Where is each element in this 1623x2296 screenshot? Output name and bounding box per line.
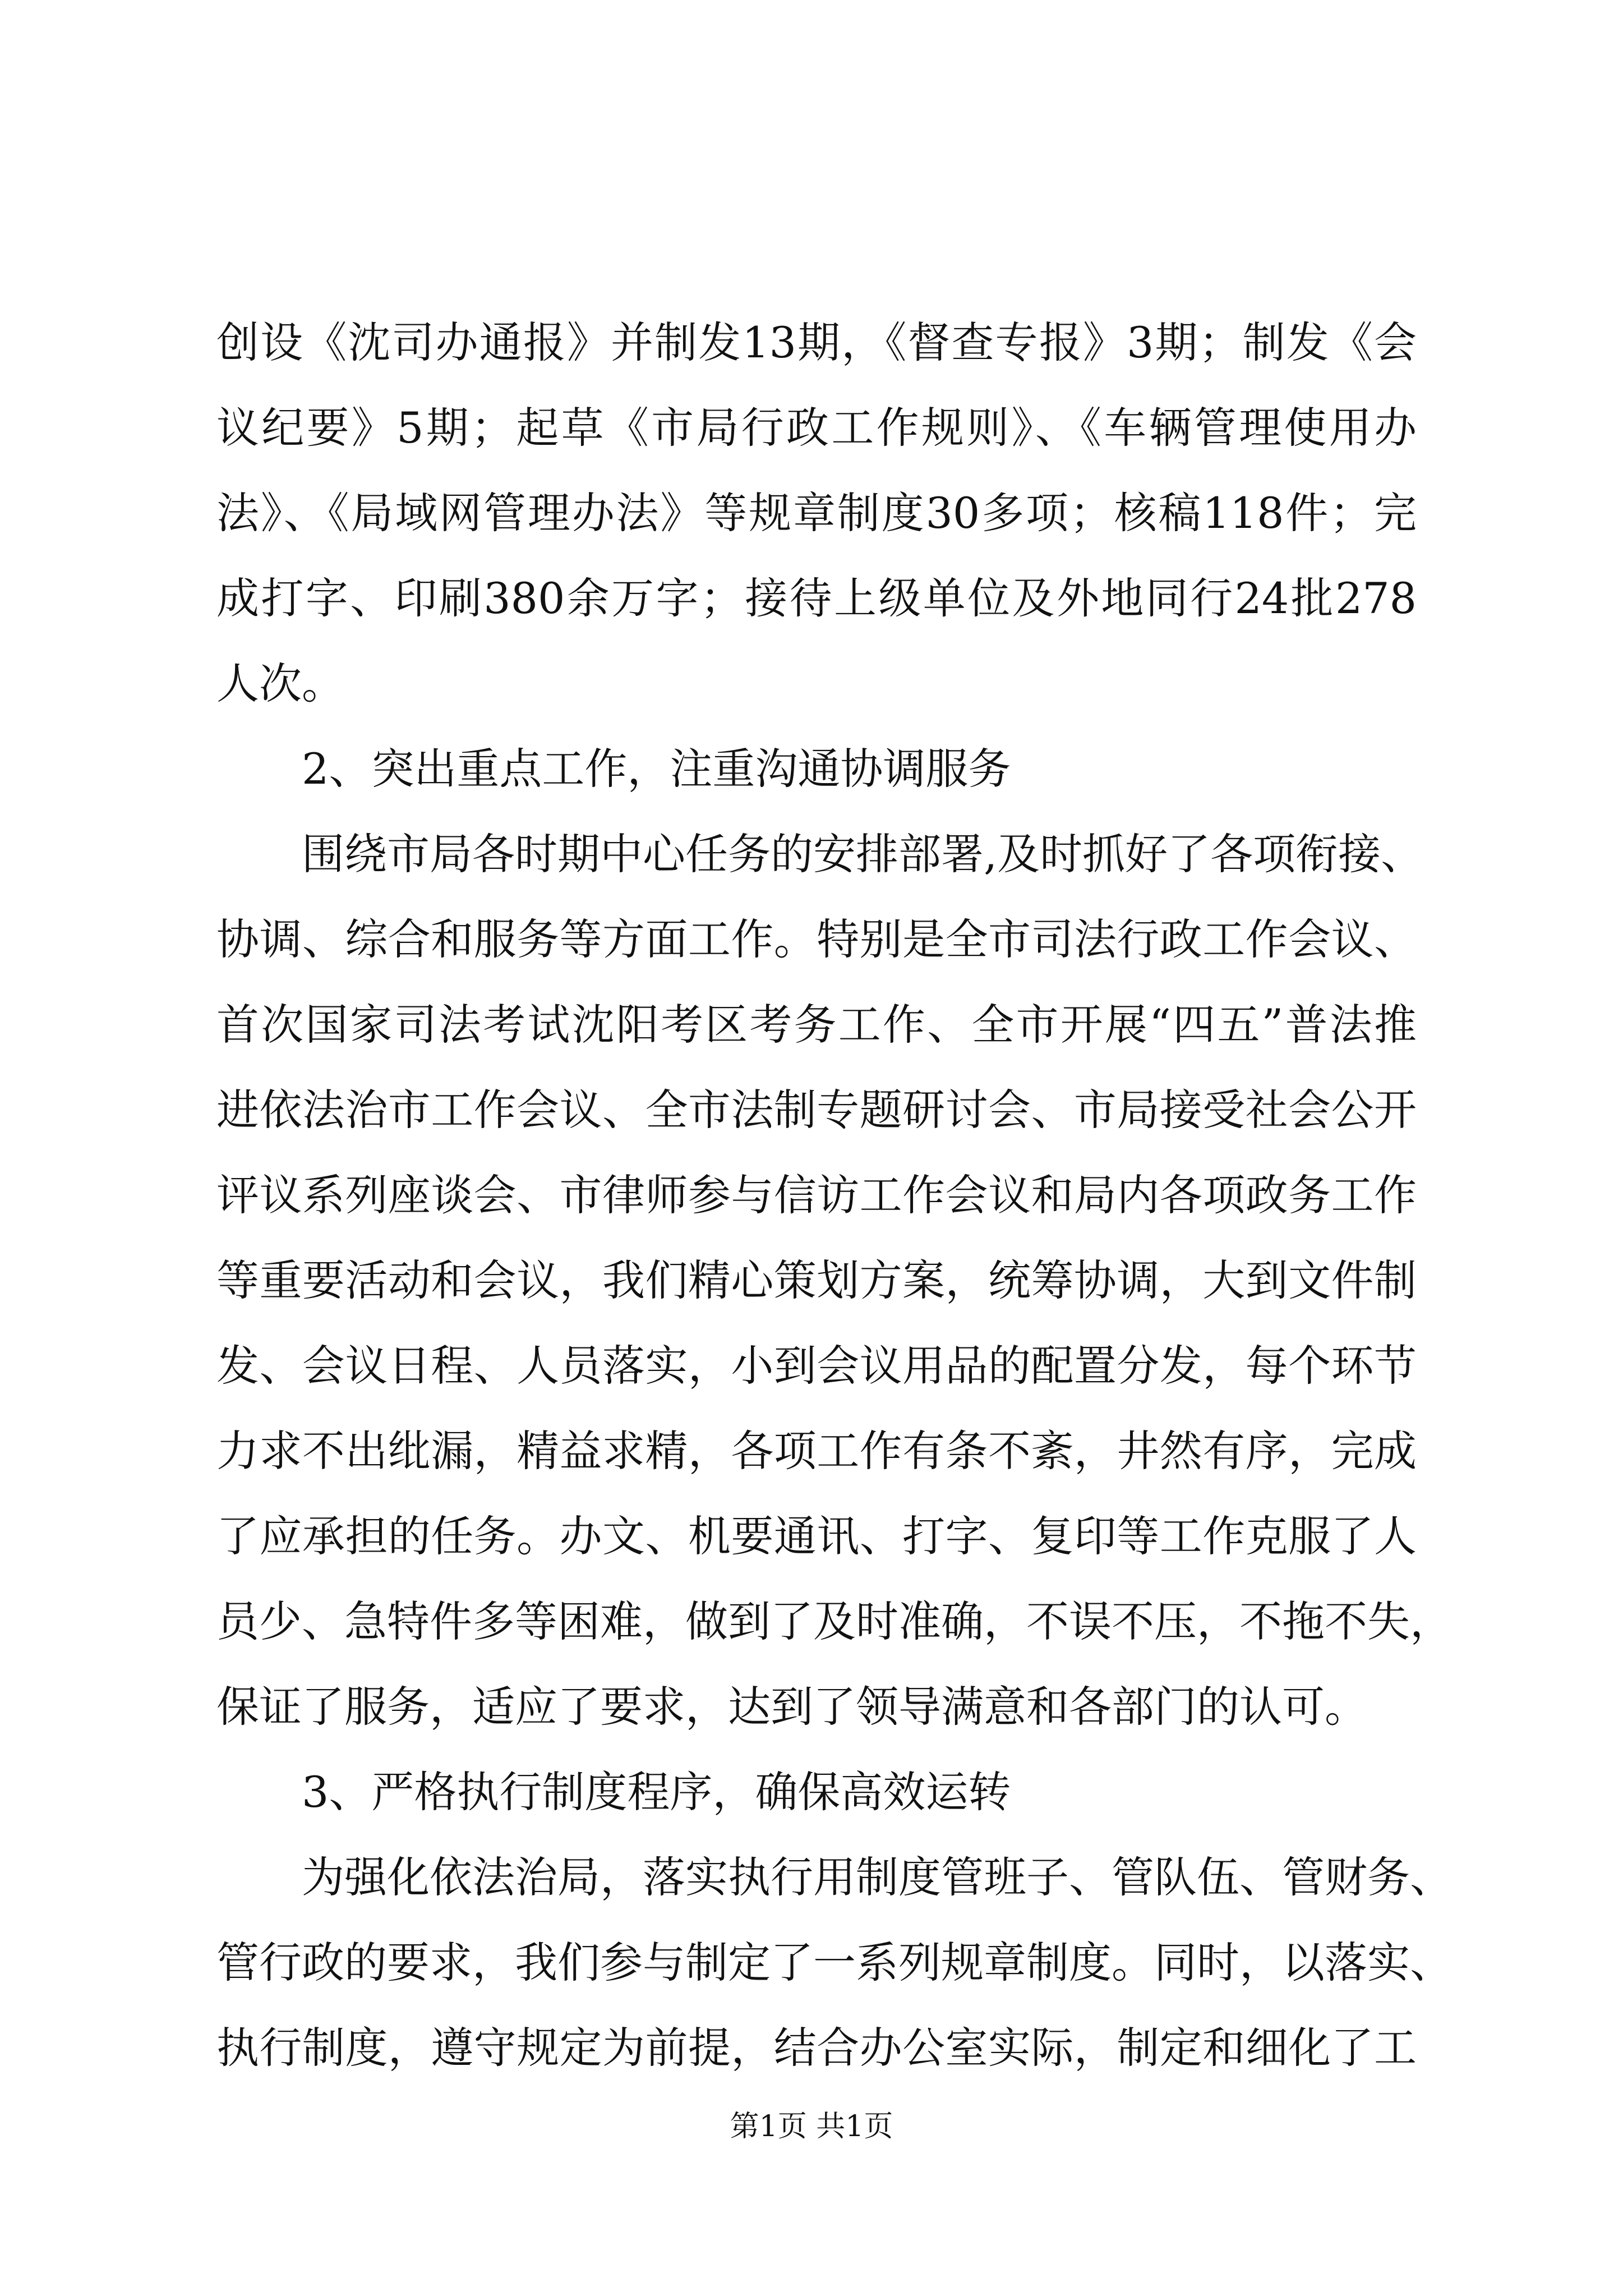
text-line-13: 发、会议日程、人员落实，小到会议用品的配置分发，每个环节 <box>216 1341 1417 1391</box>
text-line-16: 员少、急特件多等困难，做到了及时准确，不误不压，不拖不失， <box>216 1596 1453 1646</box>
body-text <box>216 300 1453 2091</box>
text-line-5: 人次。 <box>216 659 344 708</box>
text-line-15: 了应承担的任务。办文、机要通讯、打字、复印等工作克服了人 <box>216 1511 1417 1561</box>
text-line-9: 首次国家司法考试沈阳考区考务工作、全市开展“四五”普法推 <box>216 1000 1417 1050</box>
text-line-19: 为强化依法治局，落实执行用制度管班子、管队伍、管财务、 <box>302 1852 1453 1902</box>
text-line-17: 保证了服务，适应了要求，达到了领导满意和各部门的认可。 <box>216 1682 1367 1732</box>
text-line-2: 议纪要》5期；起草《市局行政工作规则》、《车辆管理使用办 <box>216 403 1417 453</box>
page-footer: 第1页 共1页 <box>730 2110 893 2143</box>
section-heading-3: 3、严格执行制度程序，确保高效运转 <box>302 1767 1011 1817</box>
text-line-11: 评议系列座谈会、市律师参与信访工作会议和局内各项政务工作 <box>216 1170 1417 1220</box>
text-line-12: 等重要活动和会议，我们精心策划方案，统筹协调，大到文件制 <box>216 1255 1417 1305</box>
text-line-1: 创设《沈司办通报》并制发13期，《督查专报》3期；制发《会 <box>216 318 1417 367</box>
text-line-7: 围绕市局各时期中心任务的安排部署,及时抓好了各项衔接、 <box>302 829 1424 879</box>
text-line-3: 法》、《局域网管理办法》等规章制度30多项；核稿118件；完 <box>216 488 1417 538</box>
text-line-8: 协调、综合和服务等方面工作。特别是全市司法行政工作会议、 <box>216 914 1417 964</box>
text-line-10: 进依法治市工作会议、全市法制专题研讨会、市局接受社会公开 <box>216 1085 1417 1135</box>
section-heading-2: 2、突出重点工作，注重沟通协调服务 <box>302 744 1011 794</box>
text-line-21: 执行制度，遵守规定为前提，结合办公室实际，制定和细化了工 <box>216 2023 1417 2073</box>
text-line-4: 成打字、印刷380余万字；接待上级单位及外地同行24批278 <box>216 573 1417 623</box>
text-line-20: 管行政的要求，我们参与制定了一系列规章制度。同时，以落实、 <box>216 1938 1453 1987</box>
text-line-14: 力求不出纰漏，精益求精，各项工作有条不紊，井然有序，完成 <box>216 1426 1417 1476</box>
